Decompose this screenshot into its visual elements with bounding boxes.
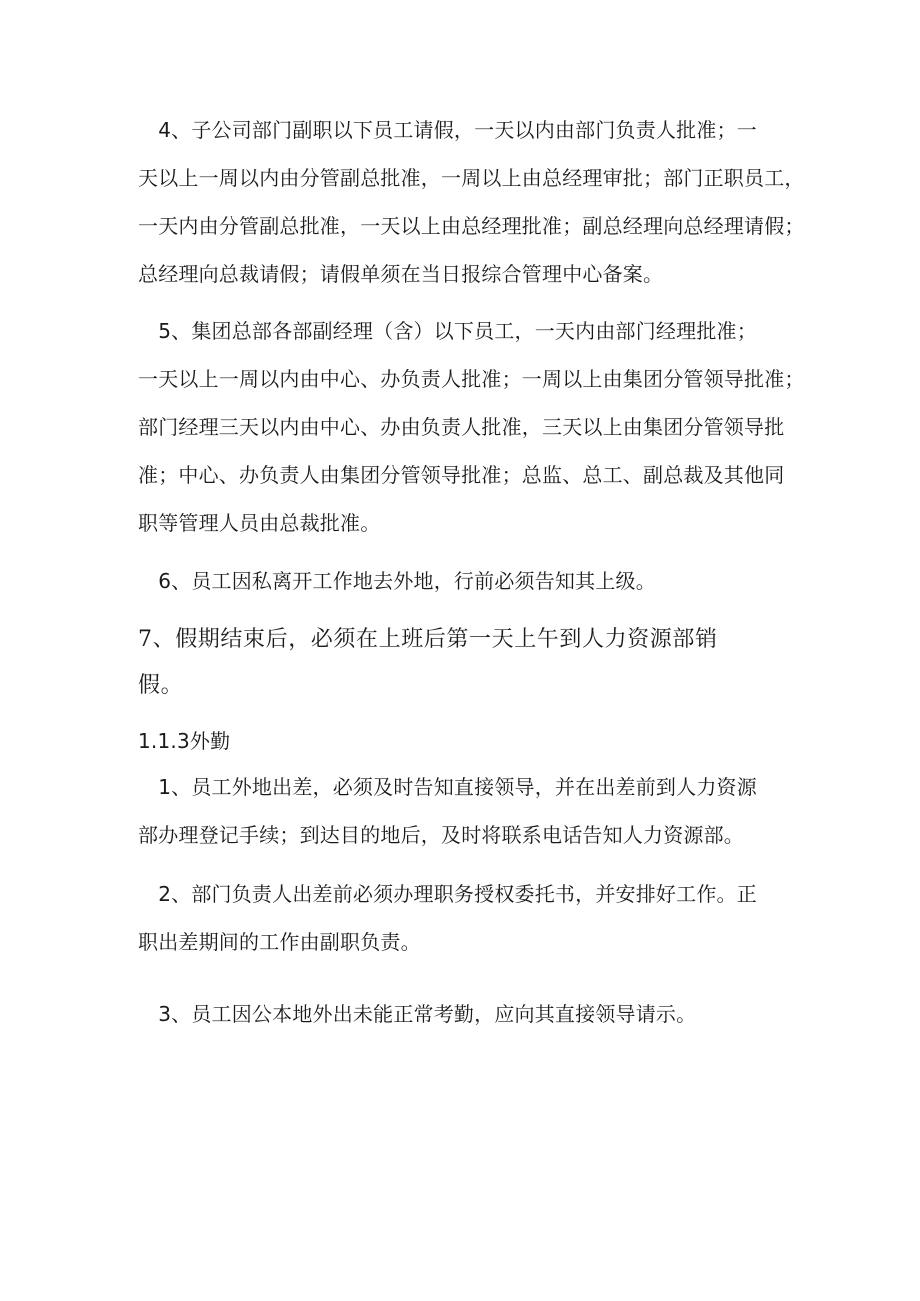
text-line: 7、假期结束后，必须在上班后第一天上午到人力资源部销 [138, 627, 718, 652]
text-line: 准；中心、办负责人由集团分管领导批准；总监、总工、副总裁及其他同 [138, 463, 785, 487]
text-line: 1、员工外地出差，必须及时告知直接领导，并在出差前到人力资源 [138, 775, 757, 799]
text-line: 天以上一周以内由分管副总批准，一周以上由总经理审批；部门正职员工， [138, 166, 805, 190]
text-line: 职等管理人员由总裁批准。 [138, 511, 381, 535]
text-line: 3、员工因公本地外出未能正常考勤，应向其直接领导请示。 [138, 1002, 697, 1026]
text-line: 总经理向总裁请假；请假单须在当日报综合管理中心备案。 [138, 262, 664, 286]
section-heading-1-1-3 [138, 717, 798, 765]
text-line: 2、部门负责人出差前必须办理职务授权委托书，并安排好工作。正 [138, 882, 757, 906]
text-line: 4、子公司部门副职以下员工请假，一天以内由部门负责人批准；一 [138, 118, 757, 142]
outing-item-3 [138, 990, 798, 1038]
section-heading-text: 1.1.3外勤 [138, 729, 231, 753]
outing-item-1 [138, 763, 798, 859]
paragraph-6-private-travel [138, 557, 798, 605]
paragraph-4-leave-approval-subsidiary [138, 106, 805, 298]
text-line: 6、员工因私离开工作地去外地，行前必须告知其上级。 [138, 569, 656, 593]
text-line: 部办理登记手续；到达目的地后，及时将联系电话告知人力资源部。 [138, 823, 744, 847]
text-line: 假。 [138, 673, 184, 698]
text-line: 5、集团总部各部副经理（含）以下员工，一天内由部门经理批准； [138, 319, 757, 343]
text-line: 部门经理三天以内由中心、办由负责人批准，三天以上由集团分管领导批 [138, 415, 785, 439]
text-line: 一天内由分管副总批准，一天以上由总经理批准；副总经理向总经理请假； [138, 214, 805, 238]
paragraph-7-leave-cancellation [138, 617, 798, 709]
outing-item-2 [138, 870, 798, 966]
paragraph-5-leave-approval-headquarters [138, 307, 805, 547]
text-line: 一天以上一周以内由中心、办负责人批准；一周以上由集团分管领导批准； [138, 367, 805, 391]
text-line: 职出差期间的工作由副职负责。 [138, 930, 421, 954]
